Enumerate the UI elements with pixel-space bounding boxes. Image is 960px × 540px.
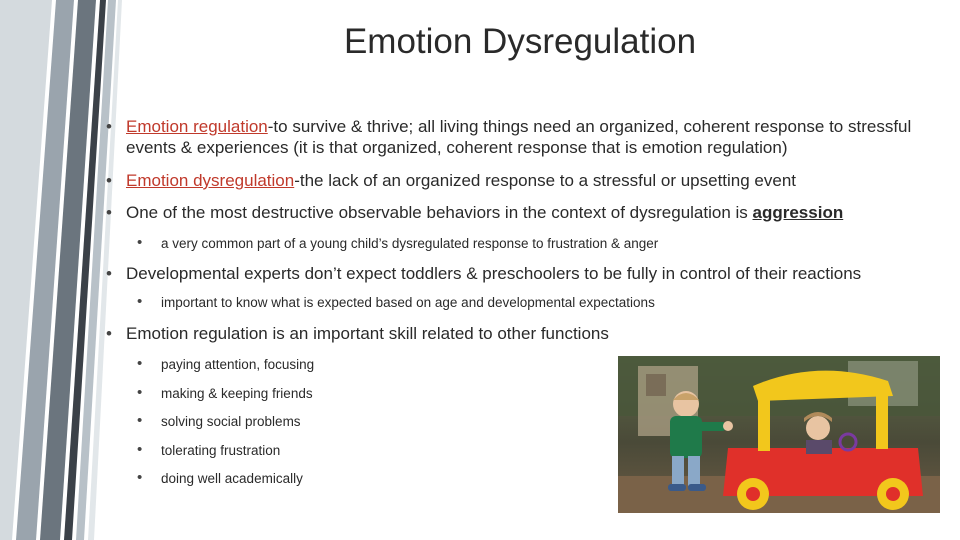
definition-text: -the lack of an organized response to a stressful or upsetting event <box>294 171 797 190</box>
bullet-dot: • <box>137 412 143 429</box>
bullet-dot: • <box>106 203 112 222</box>
bullet-dot: • <box>106 264 112 283</box>
sub-bullet-text: paying attention, focusing <box>161 357 315 372</box>
slide-title: Emotion Dysregulation <box>343 22 697 61</box>
sub-bullet-text: making & keeping friends <box>161 386 313 401</box>
bullet-dot: • <box>106 117 112 136</box>
bullet-dot: • <box>137 293 143 310</box>
bullet-dot: • <box>137 355 143 372</box>
term-emotion-dysregulation: Emotion dysregulation <box>126 171 295 190</box>
bullet-dot: • <box>106 324 112 343</box>
children-toy-car-photo <box>618 356 940 513</box>
sub-bullet-text: tolerating frustration <box>161 443 281 458</box>
bullet-dot: • <box>137 234 143 251</box>
bullet-text: One of the most destructive observable behaviors in the context of dysregulation is <box>126 203 753 222</box>
definition-text: -to survive & thrive; all living things need an organized, coherent response to stressful events & experiences (it is that organized, coherent response that is emotion regulation) <box>126 117 912 157</box>
sub-bullet-text: important to know what is expected based on age and developmental expectations <box>161 295 655 310</box>
bullet-dot: • <box>137 469 143 486</box>
bullet-text: Emotion regulation is an important skill related to other functions <box>126 324 609 343</box>
sub-bullet-text: doing well academically <box>161 471 303 486</box>
term-emotion-regulation: Emotion regulation <box>126 117 268 136</box>
emphasis-aggression: aggression <box>752 203 844 222</box>
sub-bullet-text: solving social problems <box>161 414 301 429</box>
bullet-dot: • <box>137 441 143 458</box>
sub-bullet-text: a very common part of a young child’s dysregulated response to frustration & anger <box>161 236 659 251</box>
bullet-text: Developmental experts don’t expect toddlers & preschoolers to be fully in control of their reactions <box>126 264 862 283</box>
bullet-dot: • <box>137 384 143 401</box>
bullet-dot: • <box>106 171 112 190</box>
